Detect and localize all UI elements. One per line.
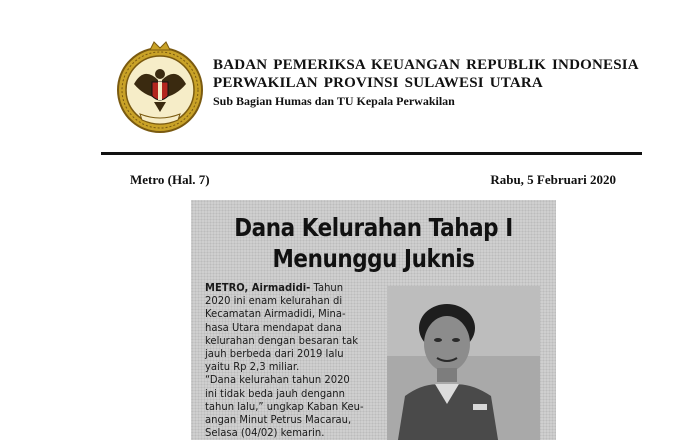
person-photo-icon: [387, 286, 540, 440]
article-line: yaitu Rp 2,3 miliar.: [205, 361, 300, 374]
header-divider: [101, 152, 642, 155]
article-line: ini tidak beda jauh dengann: [205, 387, 345, 400]
source-label: Metro (Hal. 7): [130, 172, 210, 187]
org-name-line1: BADAN PEMERIKSA KEUANGAN REPUBLIK INDONESIA: [213, 57, 639, 73]
article-line: Kecamatan Airmadidi, Mina-: [205, 308, 346, 321]
garuda-emblem-icon: [114, 40, 206, 136]
org-subdivision: Sub Bagian Humas dan TU Kepala Perwakilan: [213, 94, 455, 108]
article-line: jauh berbeda dari 2019 lalu: [205, 348, 344, 361]
article-photo: [387, 286, 540, 440]
article-line: Selasa (04/02) kemarin.: [205, 427, 325, 440]
article-dateline: METRO, Airmadidi-: [205, 282, 311, 294]
article-line: [205, 282, 380, 295]
headline-line2: Menunggu Juknis: [272, 244, 475, 273]
article-line: 2020 ini enam kelurahan di: [205, 295, 343, 308]
article-body: [205, 282, 380, 440]
article-line: angan Minut Petrus Macarau,: [205, 414, 352, 427]
org-header: [213, 57, 639, 109]
article-headline: [217, 212, 531, 274]
article-line: tahun lalu,” ungkap Kaban Keu-: [205, 400, 364, 413]
org-name-line2: PERWAKILAN PROVINSI SULAWESI UTARA: [213, 75, 543, 91]
article-line: “Dana kelurahan tahun 2020: [205, 374, 350, 387]
headline-line1: Dana Kelurahan Tahap I: [234, 213, 513, 242]
news-clipping: [191, 200, 556, 440]
bpk-logo: [114, 40, 206, 136]
date-label: Rabu, 5 Februari 2020: [490, 172, 616, 187]
article-line: hasa Utara mendapat dana: [205, 321, 342, 334]
article-line-text: Tahun: [313, 282, 344, 294]
article-line: kelurahan dengan besaran tak: [205, 334, 359, 347]
